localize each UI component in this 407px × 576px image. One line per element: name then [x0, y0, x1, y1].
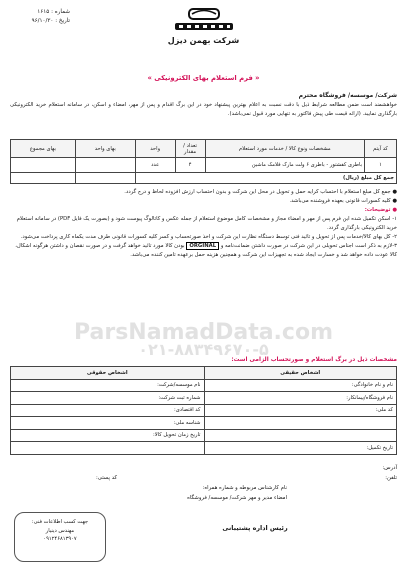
- document-number: شماره : ۱۶۱۵: [37, 9, 70, 15]
- spec-cell[interactable]: کد اقتصادی:: [11, 404, 205, 417]
- table-row: [11, 379, 397, 392]
- note-item-2: ۲- کل بهای کالا/خدمات پس از تحویل و تائید فنی توسط دستگاه نظارت این شرکت و اخذ صورتحساب و کسر کلیه کسورات قانونی طرف مدت یکماه کاری پرداخت می‌شود.: [20, 234, 397, 240]
- spec-cell[interactable]: شماره ثبت شرکت:: [11, 392, 205, 405]
- address-label[interactable]: آدرس:: [382, 465, 397, 471]
- spec-table: [10, 366, 397, 455]
- spec-cell[interactable]: [204, 417, 397, 430]
- header-item-code: کد آیتم: [365, 140, 397, 158]
- cell-total-price[interactable]: [11, 158, 76, 173]
- cell-unit: عدد: [135, 158, 175, 173]
- postal-code-label[interactable]: کد پستی:: [96, 475, 117, 481]
- intro-paragraph: خواهشمند است ضمن مطالعه شرایط ذیل با دقت نسبت به اعلام بهترین پیشنهاد خود در این برگ اقدام و پس از مهر، امضاء و اسکن، در سامانه استعلام خرید الکترونیکی بارگذاری نمایید. (ارائه قیمت طی پیش فاکتور به تنهایی مورد قبول نمی‌باشد).: [10, 102, 397, 117]
- header-unit: واحد: [135, 140, 175, 158]
- table-row: [11, 392, 397, 405]
- watermark-text: ParsNamadData.com: [73, 320, 333, 345]
- bahman-diesel-logo: [169, 8, 239, 34]
- seal-label: امضاء مدیر و مهر شرکت/ موسسه/ فروشگاه: [187, 495, 287, 501]
- note-line-1: ● جمع کل مبلغ استعلام با احتساب کرایه حمل و تحویل در محل این شرکت و بدون احتساب ارزش افزوده لحاظ و درج گردد.: [124, 189, 397, 195]
- total-label: جمع کل مبلغ (ریال): [135, 173, 396, 184]
- header-unit-price: بهای واحد: [75, 140, 135, 158]
- header-legal-entities: اشخاص حقوقی: [11, 367, 205, 380]
- contact-label[interactable]: نام کارشناس مربوطه و شماره همراه:: [202, 485, 287, 491]
- header-total-price: بهای مجموع: [11, 140, 76, 158]
- table-row: [11, 404, 397, 417]
- form-title: « فرم استعلام بهای الکترونیکی »: [147, 74, 260, 82]
- header-natural-persons: اشخاص حقیقی: [204, 367, 397, 380]
- items-header-row: [11, 140, 397, 158]
- note-line-2: ● کلیه کسورات قانونی بعهده فروشنده می‌باشد.: [289, 198, 397, 204]
- notes-section: [10, 188, 397, 260]
- header-quantity: تعداد / مقدار: [175, 140, 205, 158]
- watermark-phone: ۰۲۱-۸۸۳۴۹۶۷۰-۵: [138, 340, 269, 359]
- document-meta: [10, 8, 70, 26]
- cell-quantity: ۴: [175, 158, 205, 173]
- total-row: [11, 173, 397, 184]
- note-item-3: [10, 242, 397, 260]
- spec-cell[interactable]: نام فروشگاه/پیمانکار:: [204, 392, 397, 405]
- spec-cell[interactable]: نام موسسه/شرکت:: [11, 379, 205, 392]
- phone-label[interactable]: تلفن:: [385, 475, 397, 481]
- spec-cell[interactable]: نام و نام خانوادگی:: [204, 379, 397, 392]
- notes-heading: ● توضیحات:: [364, 207, 397, 213]
- header-description: مشخصات ونوع کالا / خدمات مورد استعلام: [205, 140, 365, 158]
- original-badge: ORGINAL: [186, 242, 219, 250]
- table-row: [11, 442, 397, 455]
- spec-cell[interactable]: تاریخ تکمیل:: [204, 442, 397, 455]
- spec-cell[interactable]: کد ملی:: [204, 404, 397, 417]
- address-section: [10, 463, 397, 503]
- spec-cell[interactable]: تاریخ زمان تحویل کالا:: [11, 429, 205, 442]
- company-name: شرکت بهمن دیزل: [167, 36, 240, 45]
- cell-unit-price[interactable]: [75, 158, 135, 173]
- items-table: [10, 139, 397, 184]
- stamp-line-2: مهندس دینیار: [45, 527, 75, 534]
- cell-description: باطری کفشتور - باطری ۶ ولت مارک فلامک ماشین: [205, 158, 365, 173]
- stamp-line-1: جهت کسب اطلاعات فنی:: [31, 519, 89, 525]
- note-item-1: ۱- اسکن تکمیل شده این فرم پس از مهر و امضاء مجاز و مشخصات کامل موضوع استعلام از جمله عکس و کاتالوگ پیوست شود و (بصورت یک فایل PDF) در سامانه استعلام خرید الکترونیکی بارگذاری گردد.: [16, 216, 397, 231]
- note-item-3-part-b: بودن کالا مورد تائید خواهد گرفت و در صورت نقصان و داشتن هرگونه اشکال، کالا عودت داده خواهد شد و خسارت ایجاد شده به تجهیزات این شرکت و همچنین هزینه حمل برعهده تامین کننده می‌باشد.: [15, 243, 397, 258]
- table-row: [11, 429, 397, 442]
- stamp-line-3: ۰۹۱۲۴۶۸۱۳۹۰۷: [43, 536, 77, 542]
- recipient-line: شرکت/ موسسه/ فروشگاه محترم: [298, 92, 397, 99]
- spec-cell[interactable]: [11, 442, 205, 455]
- spec-header-row: [11, 367, 397, 380]
- total-empty-cell: [75, 173, 135, 184]
- document-date: تاریخ : ۹۶/۱۰/۳۰: [31, 18, 70, 24]
- cell-item-code: ۱: [365, 158, 397, 173]
- table-row: [11, 158, 397, 173]
- table-row: [11, 417, 397, 430]
- spec-cell[interactable]: [204, 429, 397, 442]
- signature-title: رئیس اداره پشتیبانی: [222, 524, 288, 532]
- note-item-3-part-a: ۳-لازم به ذکر است اجناس تحویلی در این شرکت در صورت داشتن ضمانت‌نامه و: [220, 243, 397, 249]
- spec-title: مشخصات ذیل در برگ استعلام و صورتحساب الزامی است:: [231, 357, 397, 363]
- spec-cell[interactable]: شناسه ملی:: [11, 417, 205, 430]
- technical-contact-stamp: [14, 512, 106, 562]
- total-value-cell[interactable]: [11, 173, 76, 184]
